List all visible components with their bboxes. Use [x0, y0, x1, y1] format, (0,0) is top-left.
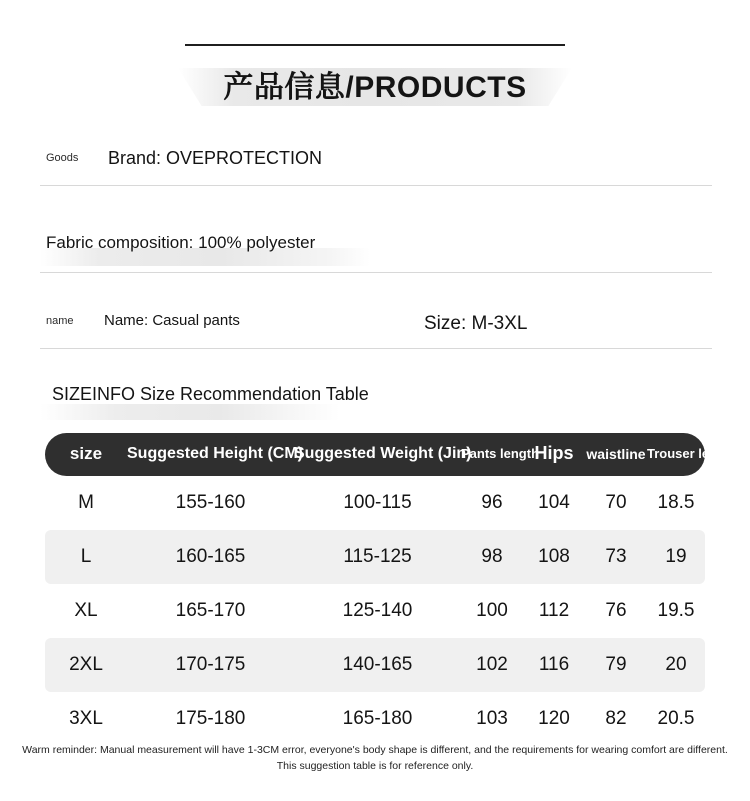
divider-3	[40, 348, 712, 349]
cell-hips: 108	[538, 546, 570, 567]
cell-weight: 100-115	[343, 492, 412, 513]
footer-note: Warm reminder: Manual measurement will have 1-3CM error, everyone's body shape is different, and the requirements for wearing comfort are different. This suggestion table is for reference only.	[22, 744, 728, 772]
cell-trouser-legs: 19.5	[657, 600, 695, 621]
size-table	[45, 433, 725, 746]
table-row	[45, 476, 705, 530]
col-header-waistline: waistline	[586, 445, 646, 462]
cell-height: 175-180	[175, 708, 246, 729]
cell-height: 160-165	[175, 546, 246, 567]
cell-trouser-legs: 18.5	[657, 492, 695, 513]
cell-waistline: 79	[605, 654, 627, 675]
col-header-height: Suggested Height (CM)	[127, 444, 303, 462]
table-row	[45, 692, 705, 746]
cell-size: M	[78, 492, 94, 513]
col-header-size: size	[69, 443, 103, 463]
cell-height: 170-175	[175, 654, 246, 675]
fabric-value: Fabric composition: 100% polyester	[46, 233, 316, 252]
header-top-rule	[185, 44, 565, 46]
sizeinfo-heading: SIZEINFO Size Recommendation Table	[52, 384, 369, 404]
sizeinfo-highlight-band	[40, 404, 340, 420]
cell-size: XL	[74, 600, 98, 621]
cell-height: 165-170	[175, 600, 246, 621]
page-header	[0, 0, 750, 120]
name-value: Name: Casual pants	[104, 312, 240, 329]
cell-size: L	[80, 546, 92, 567]
cell-height: 155-160	[175, 492, 246, 513]
cell-waistline: 70	[605, 492, 627, 513]
cell-hips: 116	[538, 654, 570, 675]
size-table-head	[45, 433, 725, 476]
col-header-trouser-legs: Trouser legs	[647, 446, 725, 461]
page-title-cjk: 产品信息	[223, 70, 346, 105]
col-header-pants-length: Pants length	[461, 446, 540, 461]
cell-size: 3XL	[69, 708, 103, 729]
page-title	[0, 62, 750, 106]
size-table-wrap	[45, 433, 725, 746]
size-table-body	[45, 476, 705, 746]
table-row	[45, 584, 705, 638]
cell-waistline: 82	[605, 708, 627, 729]
cell-trouser-legs: 20	[665, 654, 687, 675]
divider-2	[40, 272, 712, 273]
cell-pants-length: 96	[481, 492, 503, 513]
cell-trouser-legs: 19	[665, 546, 687, 567]
cell-hips: 112	[538, 600, 570, 621]
table-header-row	[45, 433, 705, 476]
cell-waistline: 76	[605, 600, 627, 621]
goods-label: Goods	[46, 152, 79, 164]
cell-pants-length: 103	[476, 708, 508, 729]
name-label: name	[46, 315, 74, 327]
cell-waistline: 73	[605, 546, 627, 567]
col-header-weight: Suggested Weight (Jin)	[294, 444, 472, 462]
cell-size: 2XL	[69, 654, 103, 675]
brand-value: Brand: OVEPROTECTION	[108, 148, 323, 168]
page-title-latin: /PRODUCTS	[345, 71, 527, 104]
cell-weight: 125-140	[342, 600, 413, 621]
size-range-value: Size: M-3XL	[424, 313, 528, 334]
cell-trouser-legs: 20.5	[657, 708, 695, 729]
cell-hips: 104	[538, 492, 570, 513]
cell-pants-length: 98	[481, 546, 503, 567]
table-row	[45, 638, 705, 692]
cell-pants-length: 102	[476, 654, 508, 675]
cell-weight: 165-180	[342, 708, 413, 729]
divider-1	[40, 185, 712, 186]
cell-hips: 120	[538, 708, 570, 729]
col-header-hips: Hips	[534, 443, 574, 463]
cell-weight: 140-165	[342, 654, 413, 675]
cell-weight: 115-125	[343, 546, 412, 567]
cell-pants-length: 100	[476, 600, 508, 621]
table-row	[45, 530, 705, 584]
